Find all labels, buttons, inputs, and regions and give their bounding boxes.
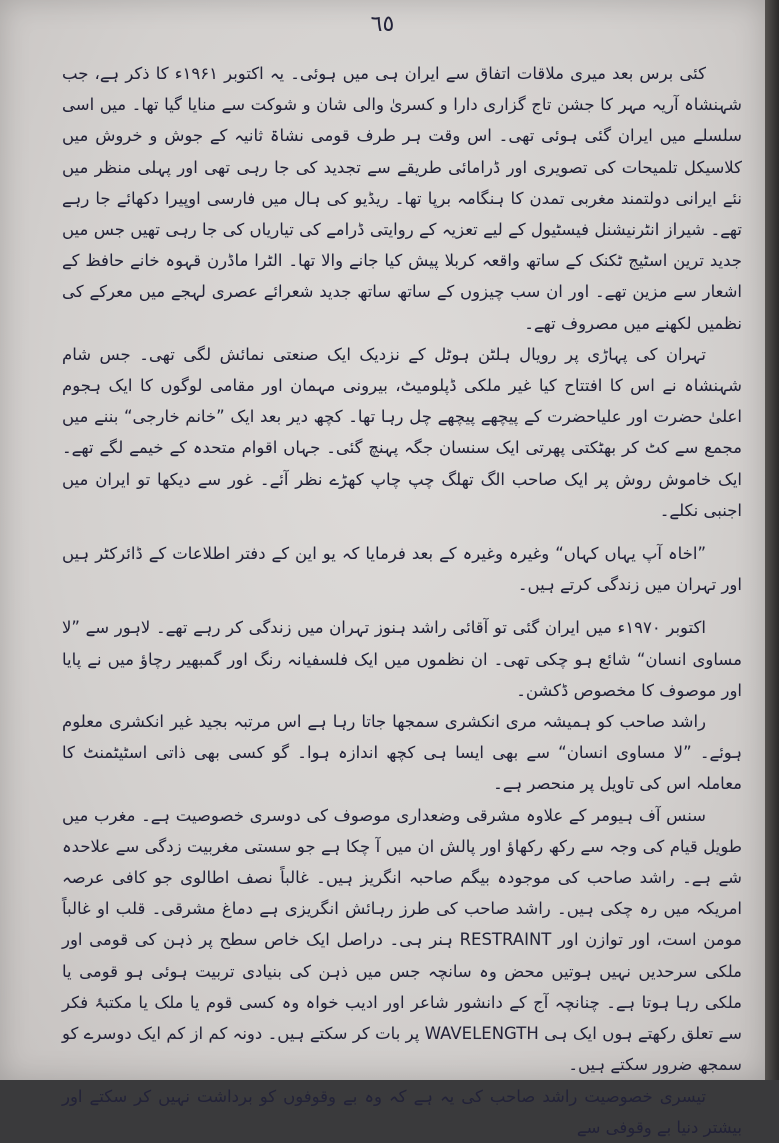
paragraph-1: کئی برس بعد میری ملاقات اتفاق سے ایران ہی میں ہوئی۔ یہ اکتوبر ۱۹۶۱ء کا ذکر ہے، جب شہنشاہ آریہ مہر کا جشن تاج گزاری دارا و کسریٰ والی شان و شوکت سے منایا گیا تھا۔ میں اسی سلسلے میں ایران گئی ہوئی تھی۔ اس وقت ہر طرف قومی نشاۃ ثانیہ کے جوش و خروش میں کلاسیکل تلمیحات کی تصویری اور ڈرامائی طریقے سے تجدید کی جا رہی تھی اور پہلی منظر میں نئے ایرانی دولتمند مغربی تمدن کا ہنگامہ برپا تھا۔ ریڈیو کی ہال میں فارسی اوپیرا دکھائے جا رہے تھے۔ شیراز انٹرنیشنل فیسٹیول کے لیے تعزیہ کے روایتی ڈرامے کی تیاریاں کی جا رہی تھیں جس میں جدید ترین اسٹیج ٹکنک کے ساتھ واقعہ کربلا پیش کیا جانے والا تھا۔ الٹرا ماڈرن قہوہ خانے حافظ کے اشعار سے مزین تھے۔ اور ان سب چیزوں کے ساتھ ساتھ جدید شعرائے عصری لہجے میں معرکے کی نظمیں لکھنے میں مصروف تھے۔: [62, 64, 742, 333]
paragraph-3: ”اخاہ آپ یہاں کہاں“ وغیرہ وغیرہ کے بعد فرمایا کہ یو این کے دفتر اطلاعات کے ڈائرکٹر ہیں اور تہران میں زندگی کرتے ہیں۔: [62, 544, 742, 595]
paragraph-5: راشد صاحب کو ہمیشہ مری انکشری سمجھا جاتا رہا ہے اس مرتبہ بجید غیر انکشری معلوم ہوئے۔ ”لا مساوی انسان“ سے بھی ایسا ہی کچھ اندازہ ہوا۔ گو کسی بھی ذاتی اسٹیٹمنٹ کا معاملہ اس کی تاویل پر منحصر ہے۔: [62, 712, 742, 794]
paragraph-4: اکتوبر ۱۹۷۰ء میں ایران گئی تو آقائی راشد ہنوز تہران میں زندگی کر رہے تھے۔ لاہور سے ”لا مساوی انسان“ شائع ہو چکی تھی۔ ان نظموں میں ایک فلسفیانہ رنگ اور گمبھیر رچاؤ میں نے پایا اور موصوف کا مخصوص ڈکشن۔: [62, 618, 742, 700]
page-number: ٦٥: [370, 12, 395, 37]
manuscript-body: [62, 58, 742, 1143]
scan-edge: [765, 0, 779, 1080]
paragraph-6: سنس آف ہیومر کے علاوہ مشرقی وضعداری موصوف کی دوسری خصوصیت ہے۔ مغرب میں طویل قیام کی وجہ سے رکھ رکھاؤ اور پالش ان میں آ چکا ہے جو سستی مغربیت زدگی سے علاحدہ شے ہے۔ راشد صاحب کی موجودہ بیگم صاحبہ انگریز ہیں۔ غالباً نصف اطالوی جو کافی عرصہ امریکہ میں رہ چکی ہیں۔ راشد صاحب کی طرز رہائش انگریزی ہے دماغ مشرقی۔ قلب او غالباً مومن است، اور توازن اور RESTRAINT ہنر ہی۔ دراصل ایک خاص سطح پر ذہن کی قومی اور ملکی سرحدیں نہیں ہوتیں محض وہ سانچہ جس میں ذہن کی بنیادی تربیت ہوئی ہو قومی یا ملکی رہا ہوتا ہے۔ چنانچہ آج کے دانشور شاعر اور ادیب خواہ وہ کسی قوم یا ملک یا مکتبۂ فکر سے تعلق رکھتے ہوں ایک ہی WAVELENGTH پر بات کر سکتے ہیں۔ دونہ کم از کم ایک دوسرے کو سمجھ ضرور سکتے ہیں۔: [62, 805, 742, 1075]
paragraph-7: تیسری خصوصیت راشد صاحب کی یہ ہے کہ وہ بے وقوفوں کو برداشت نہیں کر سکتے اور بیشتر دنیا بے وقوفی سے: [62, 1086, 742, 1137]
paragraph-2: تہران کی پہاڑی پر رویال ہلٹن ہوٹل کے نزدیک ایک صنعتی نمائش لگی تھی۔ جس شام شہنشاہ نے اس کا افتتاح کیا غیر ملکی ڈپلومیٹ، بیرونی مہمان اور مقامی لوگوں کا ایک ہجوم اعلیٰ حضرت اور علیاحضرت کے پیچھے پیچھے چل رہا تھا۔ کچھ دیر بعد ایک ”خانم خارجی“ بننے میں مجمع سے کٹ کر بھٹکتی پھرتی ایک سنسان جگہ پہنچ گئی۔ جہاں اقوام متحدہ کے خیمے لگے تھے۔ ایک خاموش روش پر ایک صاحب الگ تھلگ چپ چاپ کھڑے نظر آئے۔ غور سے دیکھا تو ایران میں اجنبی نکلے۔: [62, 344, 742, 520]
